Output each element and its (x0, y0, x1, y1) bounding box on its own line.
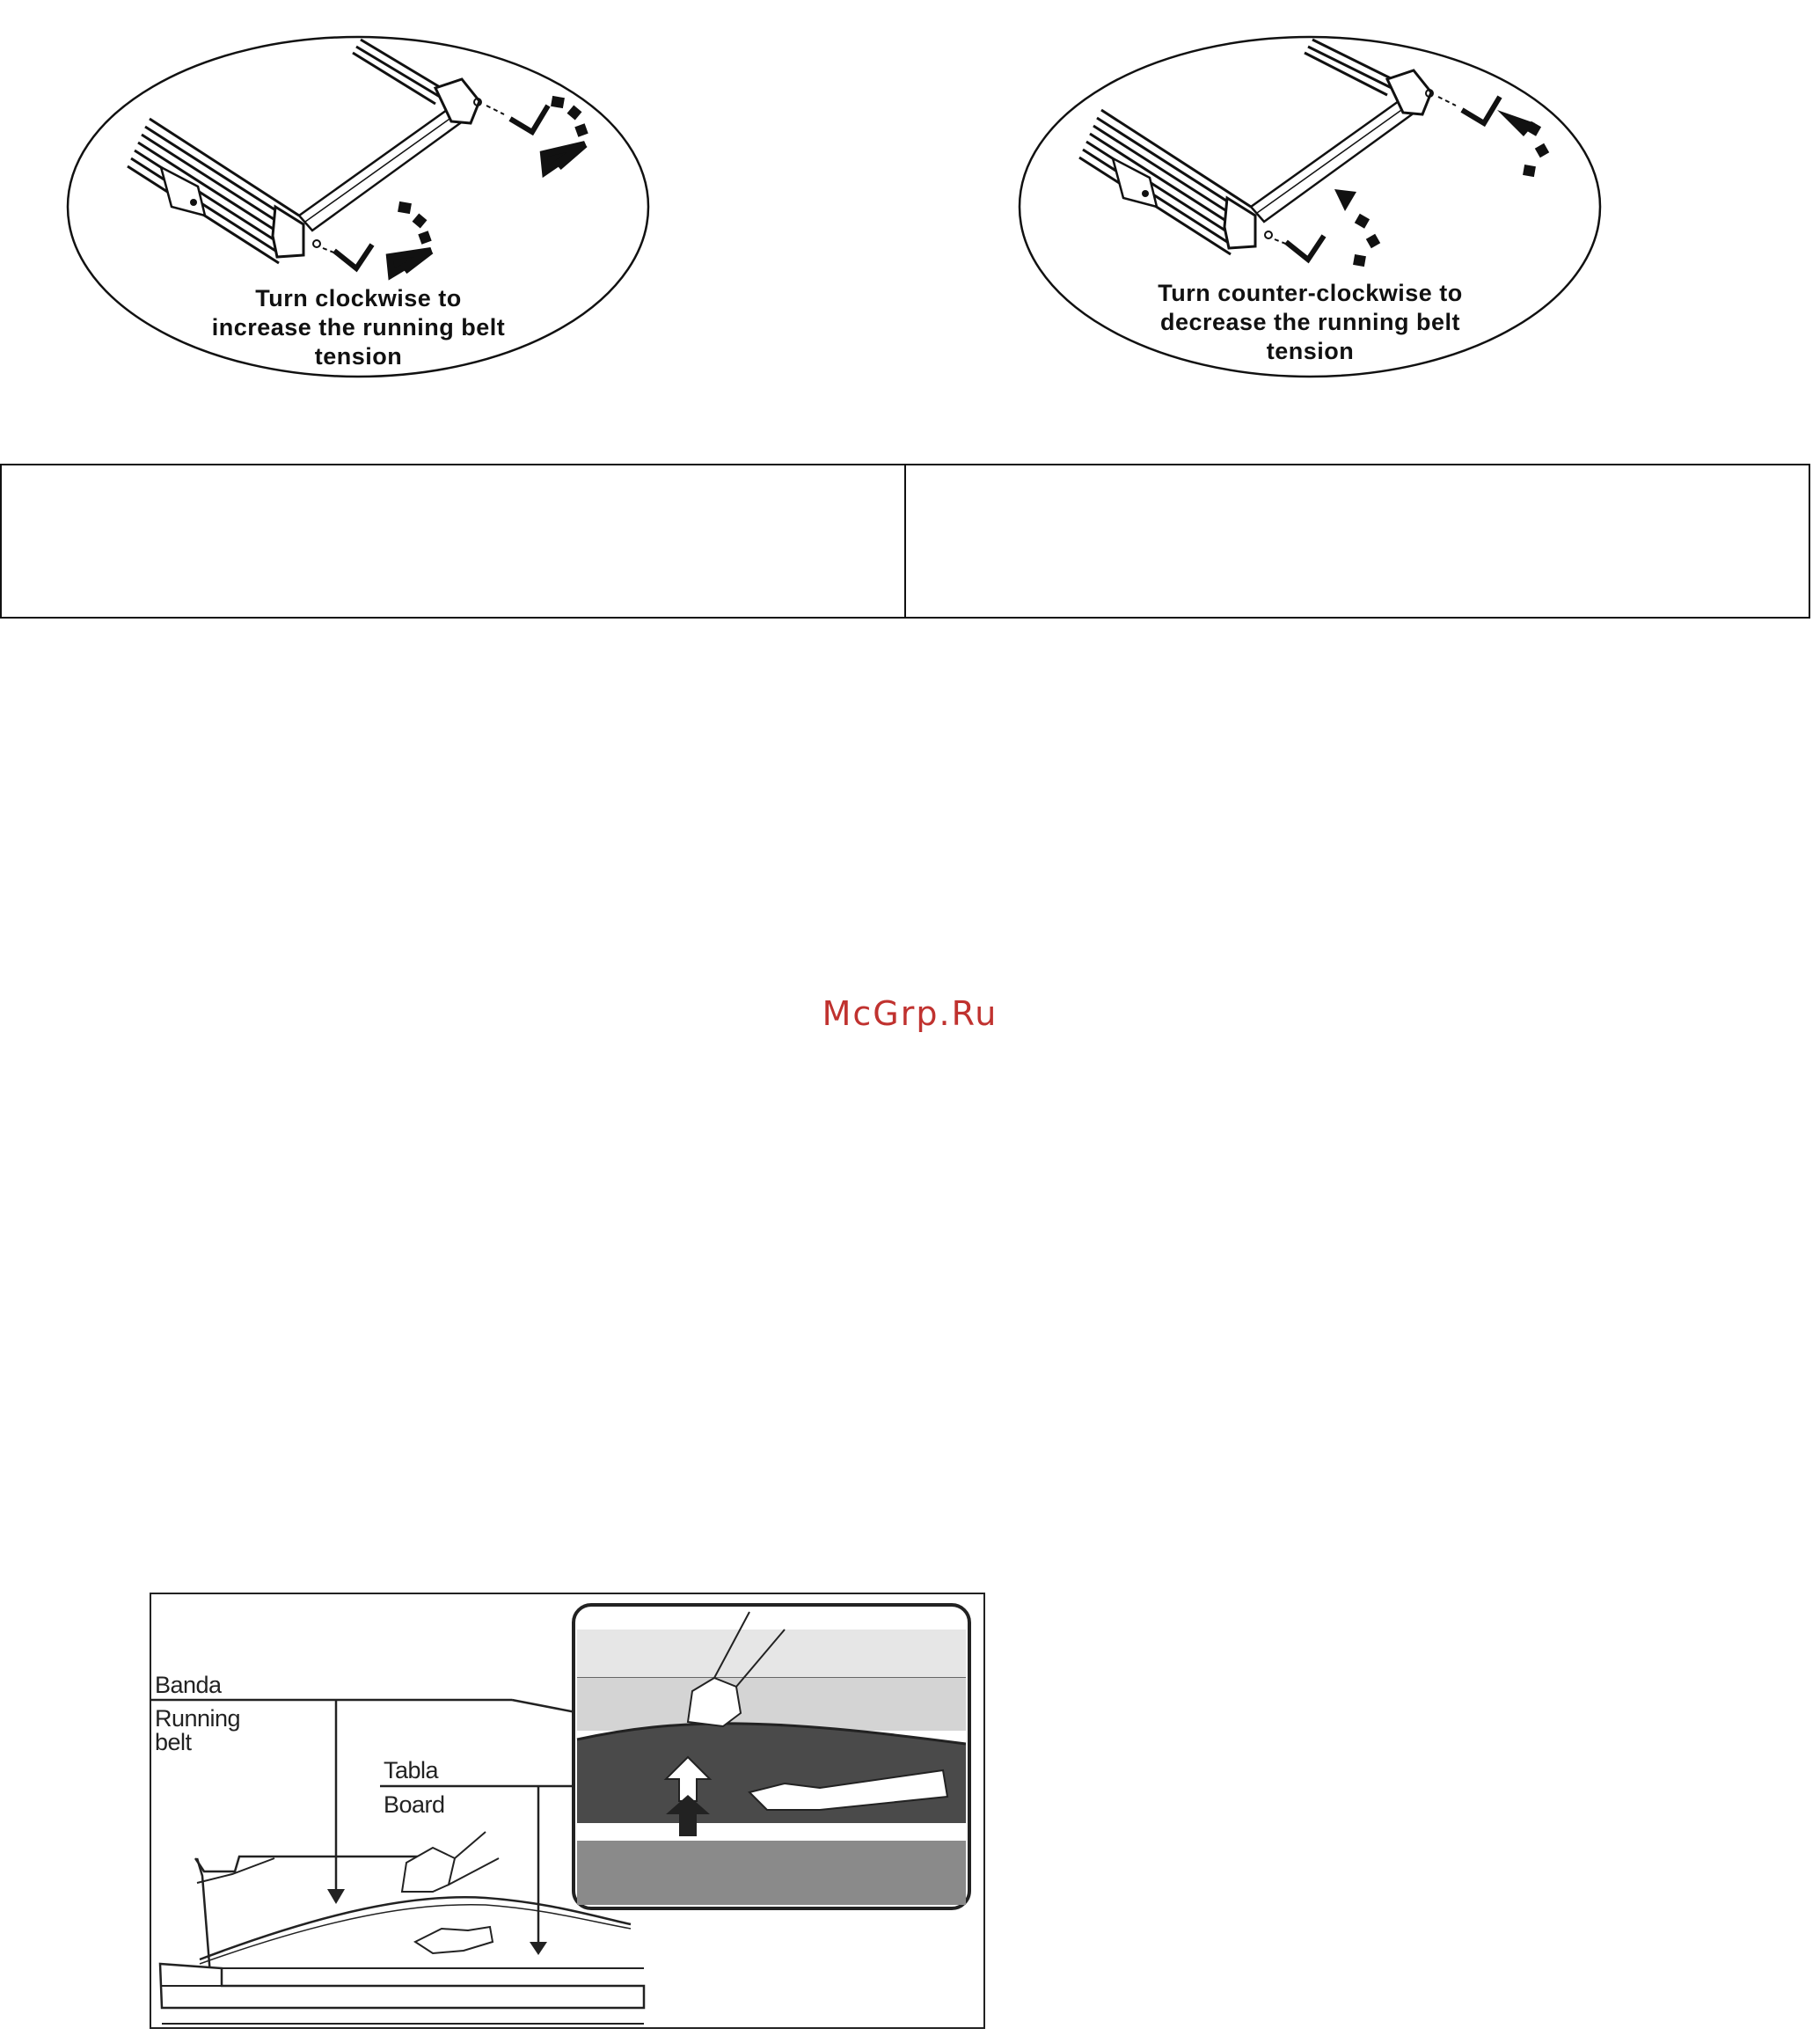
belt-lubrication-figure (150, 1593, 985, 2029)
caption-counter-clockwise (1018, 279, 1603, 366)
empty-table (0, 464, 1810, 619)
diagram-clockwise (66, 35, 651, 383)
caption-line-3: tension (1266, 338, 1355, 364)
label-board: Board (384, 1791, 445, 1818)
label-running-belt-1: Running (155, 1705, 241, 1732)
caption-line-1: Turn counter-clockwise to (1158, 280, 1463, 306)
label-running-belt-2: belt (155, 1729, 192, 1755)
caption-line-3: tension (314, 343, 403, 370)
table-cell-right (904, 465, 1809, 617)
label-tabla: Tabla (384, 1757, 439, 1783)
caption-line-1: Turn clockwise to (255, 285, 462, 311)
watermark: McGrp.Ru (822, 994, 998, 1033)
caption-line-2: decrease the running belt (1159, 309, 1461, 335)
diagram-counter-clockwise (1018, 35, 1603, 383)
caption-line-2: increase the running belt (211, 314, 506, 341)
belt-illustration (151, 1594, 983, 2027)
label-banda: Banda (155, 1672, 222, 1698)
caption-clockwise (66, 284, 651, 371)
table-cell-left (2, 465, 904, 617)
inset-closeup (574, 1605, 969, 1908)
